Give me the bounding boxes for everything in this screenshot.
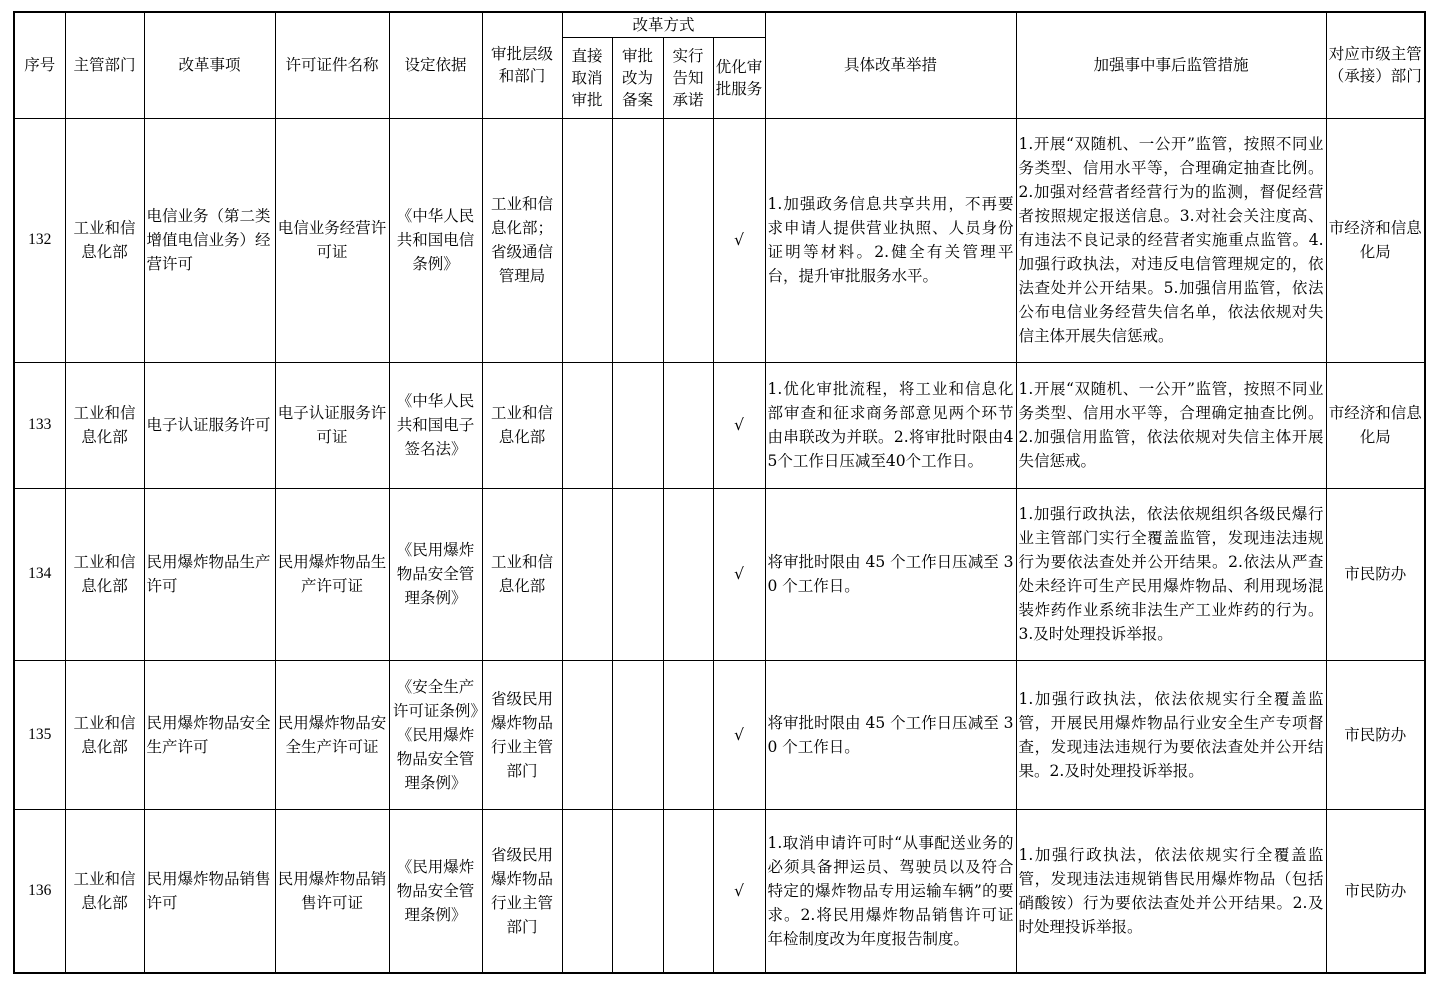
cell-dept: 工业和信息化部 xyxy=(65,488,144,660)
cell-dept: 工业和信息化部 xyxy=(65,362,144,488)
cell-city: 市经济和信息化局 xyxy=(1326,118,1425,362)
cell-basis: 《安全生产许可证条例》《民用爆炸物品安全管理条例》 xyxy=(389,660,482,809)
cell-level: 省级民用爆炸物品行业主管部门 xyxy=(482,809,562,973)
cell-supervision: 1.开展“双随机、一公开”监管，按照不同业务类型、信用水平等，合理确定抽查比例。2.加强信用监管，依法依规对失信主体开展失信惩戒。 xyxy=(1016,362,1326,488)
cell-supervision: 1.开展“双随机、一公开”监管，按照不同业务类型、信用水平等，合理确定抽查比例。2.加强对经营者经营行为的监测，督促经营者按照规定报送信息。3.对社会关注度高、有违法不良记录的经营者实施重点监管。4.加强行政执法，对违反电信管理规定的，依法查处并公开结果。5.加强信用监管，依法公布电信业务经营失信名单，依法依规对失信主体开展失信惩戒。 xyxy=(1016,118,1326,362)
cell-level: 省级民用爆炸物品行业主管部门 xyxy=(482,660,562,809)
cell-basis: 《中华人民共和国电信条例》 xyxy=(389,118,482,362)
cell-basis: 《中华人民共和国电子签名法》 xyxy=(389,362,482,488)
cell-license: 民用爆炸物品销售许可证 xyxy=(275,809,389,973)
cell-supervision: 1.加强行政执法，依法依规实行全覆盖监管，开展民用爆炸物品行业安全生产专项督查，发现违法违规行为要依法查处并公开结果。2.及时处理投诉举报。 xyxy=(1016,660,1326,809)
cell-item: 民用爆炸物品安全生产许可 xyxy=(144,660,275,809)
cell-item: 电信业务（第二类增值电信业务）经营许可 xyxy=(144,118,275,362)
cell-m3 xyxy=(663,362,713,488)
cell-m3 xyxy=(663,809,713,973)
header-m1: 直接取消审批 xyxy=(562,37,612,118)
cell-m3 xyxy=(663,660,713,809)
cell-supervision: 1.加强行政执法，依法依规实行全覆盖监管，发现违法违规销售民用爆炸物品（包括硝酸铵）行为要依法查处并公开结果。2.及时处理投诉举报。 xyxy=(1016,809,1326,973)
header-supervision: 加强事中事后监管措施 xyxy=(1016,12,1326,118)
cell-city: 市经济和信息化局 xyxy=(1326,362,1425,488)
cell-m1 xyxy=(562,362,612,488)
cell-license: 电信业务经营许可证 xyxy=(275,118,389,362)
cell-measures: 1.优化审批流程，将工业和信息化部审查和征求商务部意见两个环节由串联改为并联。2.将审批时限由45个工作日压减至40个工作日。 xyxy=(765,362,1016,488)
cell-level: 工业和信息化部；省级通信管理局 xyxy=(482,118,562,362)
cell-m2 xyxy=(612,660,663,809)
cell-m2 xyxy=(612,488,663,660)
cell-seq: 133 xyxy=(14,362,65,488)
cell-seq: 134 xyxy=(14,488,65,660)
header-city: 对应市级主管（承接）部门 xyxy=(1326,12,1425,118)
header-m4: 优化审批服务 xyxy=(713,37,765,118)
cell-m1 xyxy=(562,660,612,809)
cell-m4: √ xyxy=(713,660,765,809)
header-item: 改革事项 xyxy=(144,12,275,118)
cell-m3 xyxy=(663,118,713,362)
header-measures: 具体改革举措 xyxy=(765,12,1016,118)
cell-level: 工业和信息化部 xyxy=(482,362,562,488)
header-level: 审批层级和部门 xyxy=(482,12,562,118)
cell-supervision: 1.加强行政执法，依法依规组织各级民爆行业主管部门实行全覆盖监管，发现违法违规行为要依法查处并公开结果。2.依法从严查处未经许可生产民用爆炸物品、利用现场混装炸药作业系统非法生产工业炸药的行为。3.及时处理投诉举报。 xyxy=(1016,488,1326,660)
table-row xyxy=(14,488,1425,660)
reform-table-container xyxy=(13,11,1426,974)
cell-basis: 《民用爆炸物品安全管理条例》 xyxy=(389,809,482,973)
header-reform-group: 改革方式 xyxy=(562,12,765,37)
cell-m1 xyxy=(562,809,612,973)
table-row xyxy=(14,118,1425,362)
header-seq: 序号 xyxy=(14,12,65,118)
cell-m4: √ xyxy=(713,362,765,488)
cell-city: 市民防办 xyxy=(1326,809,1425,973)
cell-item: 民用爆炸物品生产许可 xyxy=(144,488,275,660)
cell-measures: 1.取消申请许可时“从事配送业务的必须具备押运员、驾驶员以及符合特定的爆炸物品专用运输车辆”的要求。2.将民用爆炸物品销售许可证年检制度改为年度报告制度。 xyxy=(765,809,1016,973)
cell-m1 xyxy=(562,118,612,362)
reform-table xyxy=(13,11,1426,974)
table-row xyxy=(14,362,1425,488)
header-license: 许可证件名称 xyxy=(275,12,389,118)
cell-measures: 将审批时限由 45 个工作日压减至 30 个工作日。 xyxy=(765,488,1016,660)
cell-level: 工业和信息化部 xyxy=(482,488,562,660)
header-dept: 主管部门 xyxy=(65,12,144,118)
cell-m1 xyxy=(562,488,612,660)
cell-m2 xyxy=(612,362,663,488)
cell-dept: 工业和信息化部 xyxy=(65,660,144,809)
cell-city: 市民防办 xyxy=(1326,488,1425,660)
header-m3: 实行告知承诺 xyxy=(663,37,713,118)
cell-measures: 将审批时限由 45 个工作日压减至 30 个工作日。 xyxy=(765,660,1016,809)
cell-item: 民用爆炸物品销售许可 xyxy=(144,809,275,973)
header-row-1 xyxy=(14,12,1425,37)
cell-item: 电子认证服务许可 xyxy=(144,362,275,488)
cell-m2 xyxy=(612,118,663,362)
cell-seq: 135 xyxy=(14,660,65,809)
cell-dept: 工业和信息化部 xyxy=(65,118,144,362)
cell-license: 民用爆炸物品生产许可证 xyxy=(275,488,389,660)
cell-basis: 《民用爆炸物品安全管理条例》 xyxy=(389,488,482,660)
cell-m2 xyxy=(612,809,663,973)
table-row xyxy=(14,809,1425,973)
cell-m4: √ xyxy=(713,488,765,660)
cell-seq: 136 xyxy=(14,809,65,973)
cell-m4: √ xyxy=(713,809,765,973)
cell-city: 市民防办 xyxy=(1326,660,1425,809)
table-row xyxy=(14,660,1425,809)
cell-seq: 132 xyxy=(14,118,65,362)
cell-dept: 工业和信息化部 xyxy=(65,809,144,973)
cell-m4: √ xyxy=(713,118,765,362)
cell-license: 电子认证服务许可证 xyxy=(275,362,389,488)
header-m2: 审批改为备案 xyxy=(612,37,663,118)
header-basis: 设定依据 xyxy=(389,12,482,118)
cell-license: 民用爆炸物品安全生产许可证 xyxy=(275,660,389,809)
cell-m3 xyxy=(663,488,713,660)
cell-measures: 1.加强政务信息共享共用，不再要求申请人提供营业执照、人员身份证明等材料。2.健全有关管理平台，提升审批服务水平。 xyxy=(765,118,1016,362)
